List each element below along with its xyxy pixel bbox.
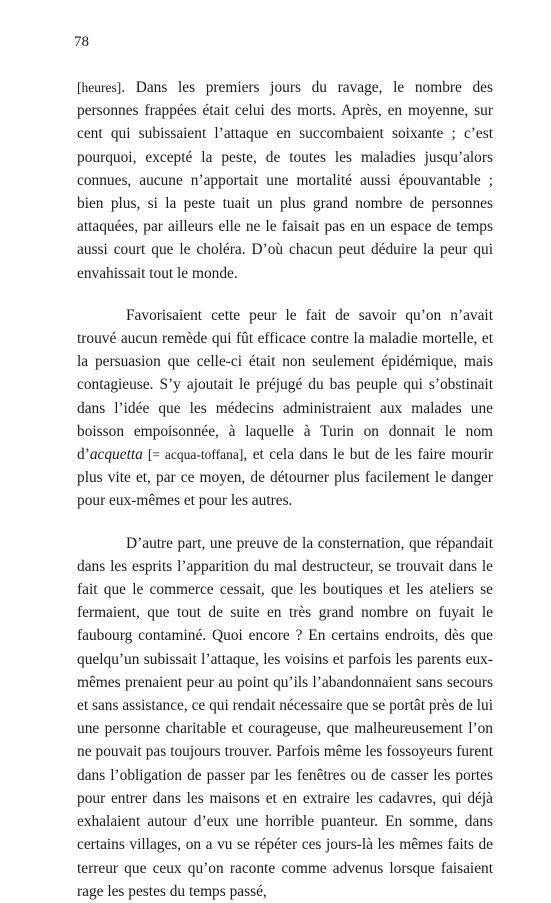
paragraph-3 (77, 532, 493, 903)
body-text (77, 76, 493, 903)
paragraph-1 (77, 76, 493, 285)
paragraph-2-text-after: , et cela dans le but de les faire mourir plus vite et, par ce moyen, de détourner plus facilement le danger pour eux-mêmes et pour les autres. (77, 446, 493, 510)
paragraph-3-text: D’autre part, une preuve de la consternation, que répandait dans les esprits l’apparition du mal destructeur, se trouvait dans le fait que le commerce cessait, que les boutiques et les ateliers se fermaient, que tout de suite en très grand nombre on fuyait le faubourg contaminé. Quoi encore ? En certains endroits, dès que quelqu’un subissait l’attaque, les voisins et parfois les parents eux-mêmes prenaient peur au point qu’ils l’abandonnaient sans secours et sans assistance, ce qui rendait nécessaire que se portât près de lui une personne charitable et courageuse, que malheureusement l’on ne pouvait pas toujours trouver. Parfois même les fossoyeurs furent dans l’obligation de passer par les fenêtres ou de casser les portes pour entrer dans les maisons et en extraire les cadavres, qui déjà exhalaient autour d’eux une horrible puanteur. En somme, dans certains villages, on a vu se répéter ces jours-là les mêmes faits de terreur que ceux qu’on raconte comme advenus lorsque faisaient rage les pestes du temps passé, (77, 534, 493, 900)
bracketed-note: [= acqua-toffana] (142, 447, 244, 463)
paragraph-1-text: . Dans les premiers jours du ravage, le nombre des personnes frappées était celui des morts. Après, en moyenne, sur cent qui subissaient l’attaque en succombaient soixante ; c’est pourquoi, excepté la peste, de toutes les maladies jusqu’alors connues, aucune n’apportait une mortalité aussi épouvantable ; bien plus, si la peste tuait un plus grand nombre de personnes attaquées, par ailleurs elle ne le faisait pas en un espace de temps aussi court que le choléra. D’où chacun peut déduire la peur qui envahissait tout le monde. (77, 79, 493, 282)
page-number: 78 (74, 34, 89, 50)
paragraph-2 (77, 304, 493, 513)
paragraph-2-text-before: Favorisaient cette peur le fait de savoir qu’on n’avait trouvé aucun remède qui fût efficace contre la maladie mortelle, et la persuasion que celle-ci était non seulement épidémique, mais contagieuse. S’y ajoutait le préjugé du bas peuple qui s’obstinait dans l’idée que les médecins administraient aux malades une boisson empoisonnée, à laquelle à Turin on donnait le nom d’ (77, 306, 493, 464)
italic-term: acquetta (89, 446, 143, 464)
bracketed-word: [heures] (77, 80, 122, 95)
